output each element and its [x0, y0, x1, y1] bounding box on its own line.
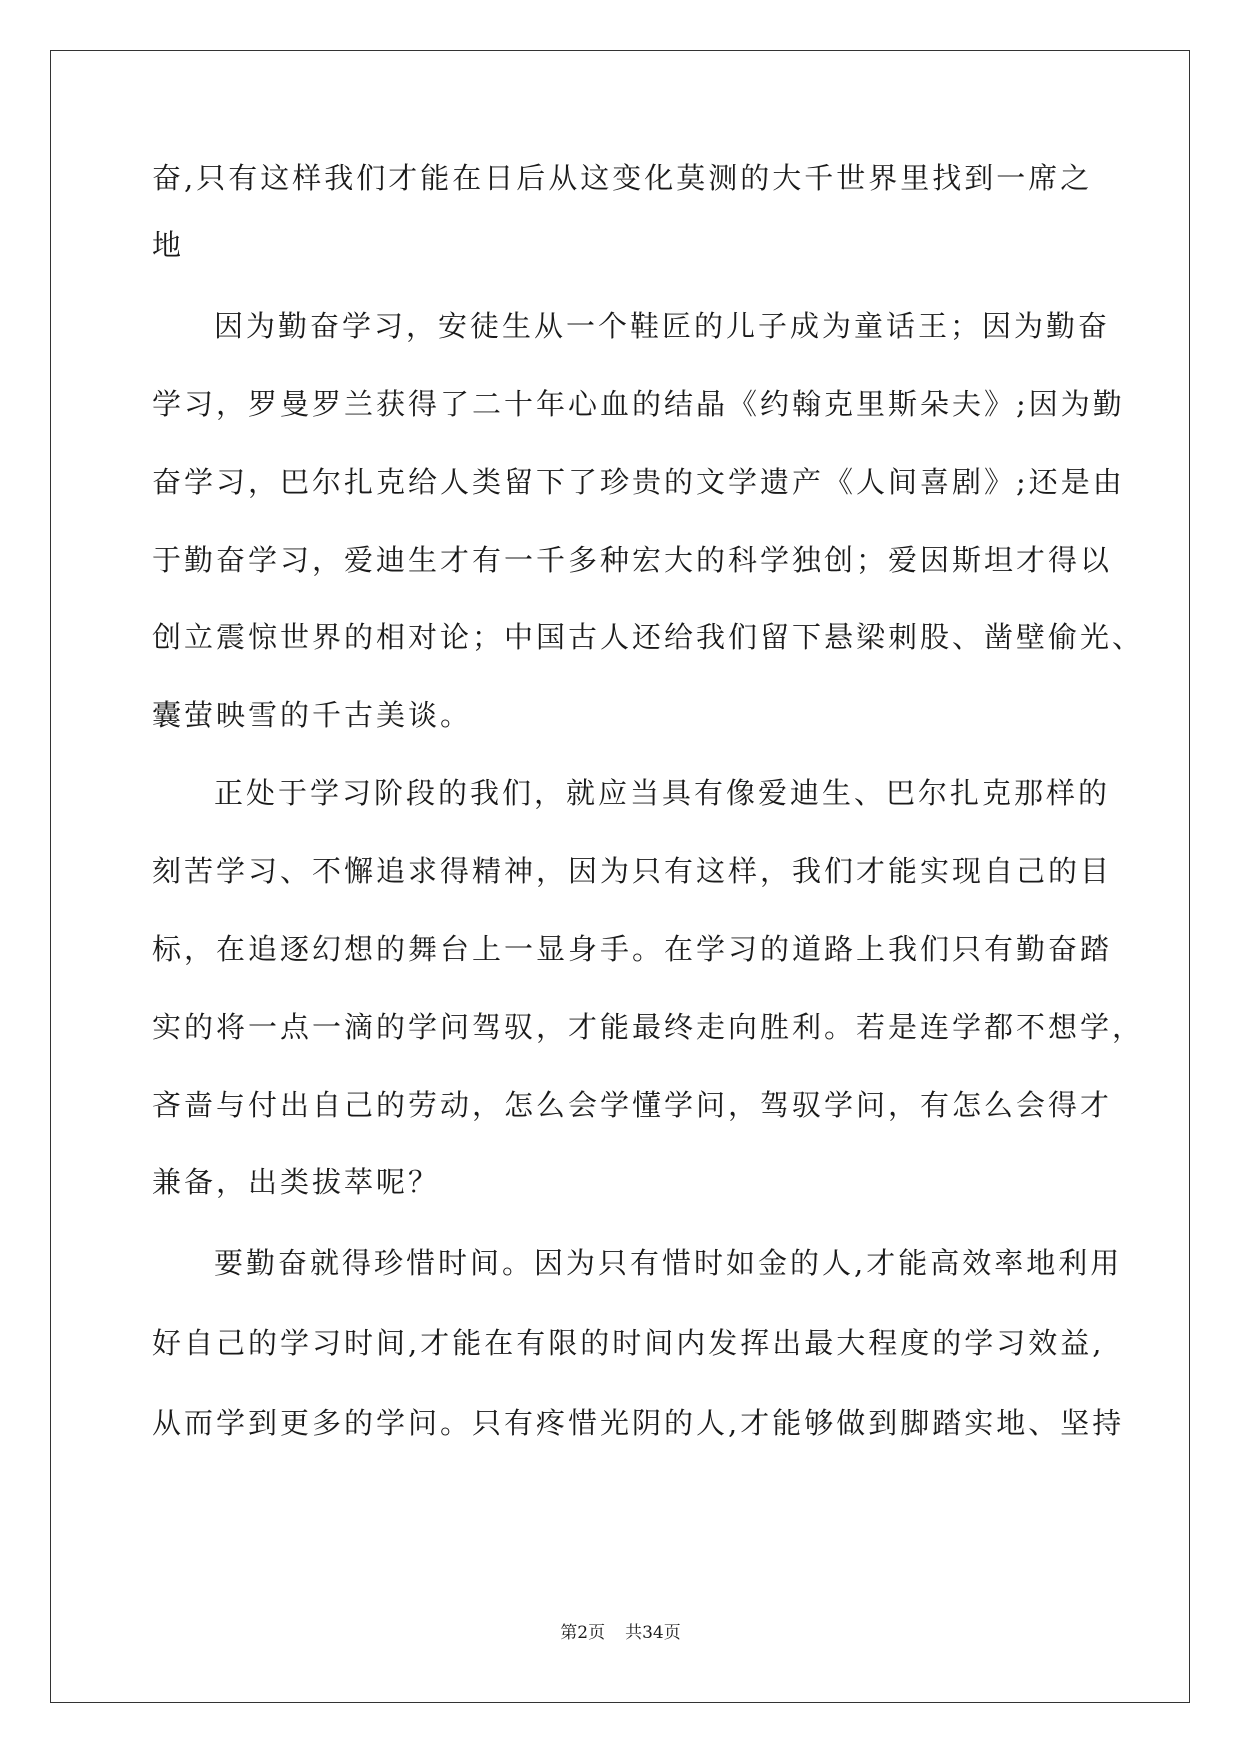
text-line: 地 [152, 228, 185, 262]
page-number: 第2页 [560, 1623, 606, 1643]
text-line: 创立震惊世界的相对论；中国古人还给我们留下悬梁刺股、凿壁偷光、 [152, 620, 1145, 654]
text-line: 兼备，出类拔萃呢？ [152, 1165, 441, 1199]
text-line: 好自己的学习时间,才能在有限的时间内发挥出最大程度的学习效益, [152, 1326, 1105, 1360]
page-footer [0, 1622, 1241, 1644]
text-line: 标，在追逐幻想的舞台上一显身手。在学习的道路上我们只有勤奋踏 [152, 932, 1113, 966]
text-line: 奋学习，巴尔扎克给人类留下了珍贵的文学遗产《人间喜剧》;还是由 [152, 465, 1125, 499]
paragraph-start-line: 正处于学习阶段的我们，就应当具有像爱迪生、巴尔扎克那样的 [214, 776, 1111, 810]
text-line: 奋,只有这样我们才能在日后从这变化莫测的大千世界里找到一席之 [152, 161, 1093, 195]
text-line: 从而学到更多的学问。只有疼惜光阴的人,才能够做到脚踏实地、坚持 [152, 1406, 1125, 1440]
text-line: 刻苦学习、不懈追求得精神，因为只有这样，我们才能实现自己的目 [152, 854, 1113, 888]
text-line: 学习，罗曼罗兰获得了二十年心血的结晶《约翰克里斯朵夫》;因为勤 [152, 387, 1125, 421]
text-line: 于勤奋学习，爱迪生才有一千多种宏大的科学独创；爱因斯坦才得以 [152, 543, 1113, 577]
paragraph-start-line: 因为勤奋学习，安徒生从一个鞋匠的儿子成为童话王；因为勤奋 [214, 309, 1111, 343]
page-total: 共34页 [625, 1623, 681, 1643]
text-line: 吝啬与付出自己的劳动，怎么会学懂学问，驾驭学问，有怎么会得才 [152, 1088, 1113, 1122]
text-line: 实的将一点一滴的学问驾驭，才能最终走向胜利。若是连学都不想学， [152, 1010, 1145, 1044]
text-line: 囊萤映雪的千古美谈。 [152, 698, 473, 732]
paragraph-start-line: 要勤奋就得珍惜时间。因为只有惜时如金的人,才能高效率地利用 [214, 1246, 1123, 1280]
